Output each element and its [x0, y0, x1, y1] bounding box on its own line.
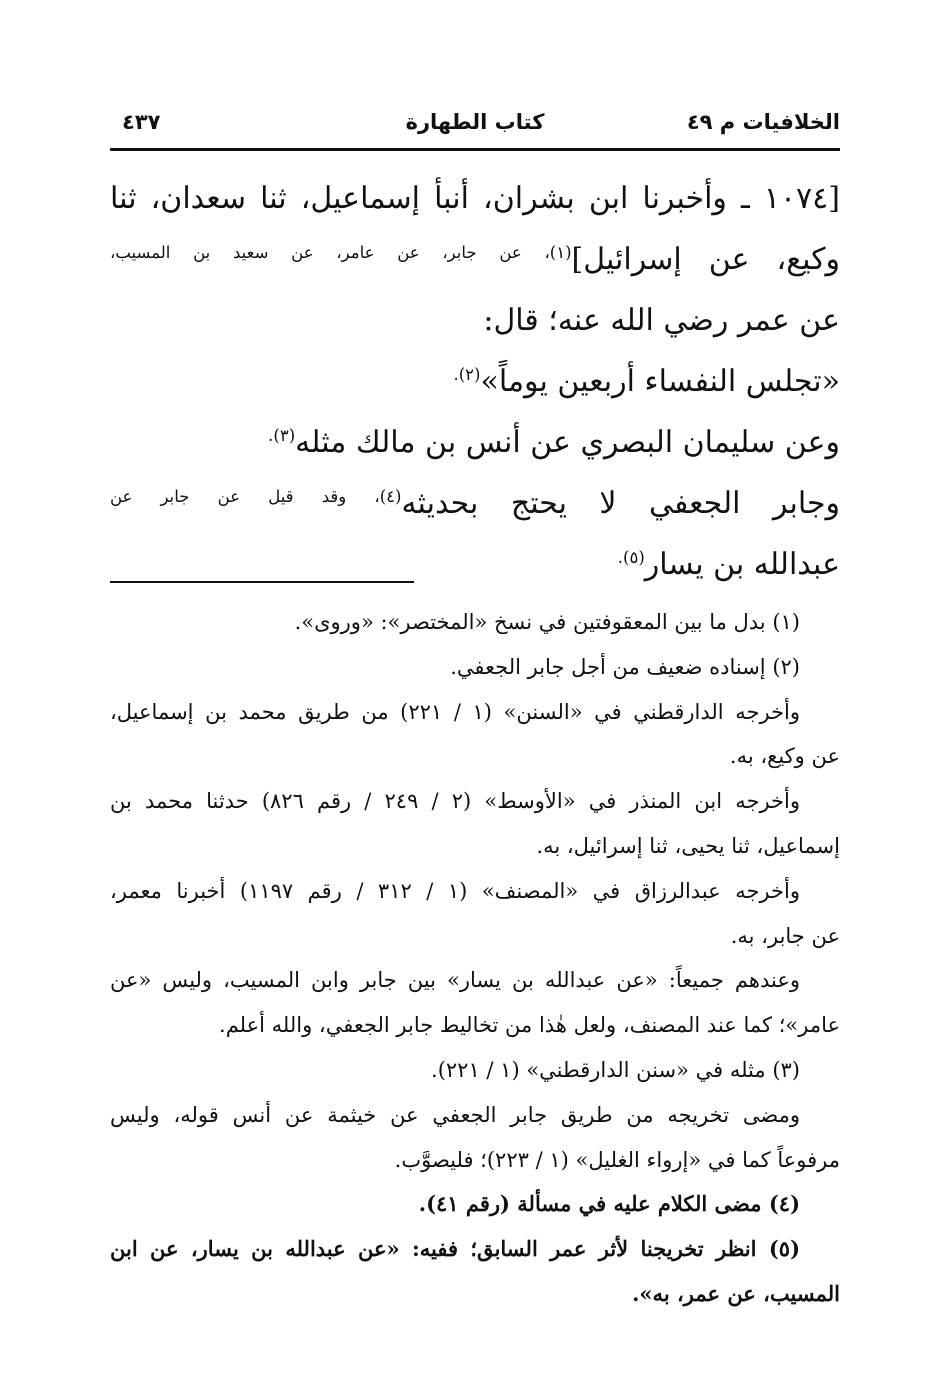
footnote-ref: (٢).: [453, 365, 481, 384]
footnote-line: (٤) مضى الكلام عليه في مسألة (رقم ٤١).: [418, 1191, 800, 1217]
footnote-line: عامر»؛ كما عند المصنف، ولعل هٰذا من تخاليط جابر الجعفي، والله أعلم.: [219, 1013, 840, 1038]
text-line: وكيع، عن إسرائيل]$^{(١)، عن جابر، عن عامر، عن سعيد بن المسيب،}$: [110, 242, 841, 277]
footnote-ref: (١)، عن جابر، عن عامر، عن سعيد بن المسيب،: [110, 243, 572, 262]
footnote-line: ومضى تخريجه من طريق جابر الجعفي عن خيثمة عن أنس قوله، وليس: [110, 1102, 800, 1127]
text-line: وعن سليمان البصري عن أنس بن مالك مثله$^{(٣).}$: [268, 425, 840, 460]
book-page: [110, 0, 840, 1391]
footnote-ref: (٥).: [617, 548, 645, 567]
footnotes: [110, 600, 840, 1317]
footnote-line: وأخرجه عبدالرزاق في «المصنف» (١ / ٣١٢ / رقم ١١٩٧) أخبرنا معمر،: [110, 878, 800, 903]
footnote-line: المسيب، عن عمر، به».: [632, 1280, 840, 1306]
page-header: [110, 110, 840, 150]
footnote-line: عن وكيع، به.: [729, 744, 840, 769]
footnote-line: وأخرجه الدارقطني في «السنن» (١ / ٢٢١) من طريق محمد بن إسماعيل،: [110, 699, 800, 724]
text-line: [١٠٧٤ ـ وأخبرنا ابن بشران، أنبأ إسماعيل، ثنا سعدان، ثنا: [110, 181, 840, 216]
footnote-line: إسماعيل، ثنا يحيى، ثنا إسرائيل، به.: [536, 833, 840, 858]
main-text: [110, 168, 840, 595]
section-label: الخلافيات م ٤٩: [686, 110, 840, 134]
footnote-ref: (٤)، وقد قيل عن جابر عن: [110, 487, 402, 506]
text-line: عن عمر رضي الله عنه؛ قال:: [483, 303, 840, 338]
book-title: كتاب الطهارة: [405, 110, 545, 134]
footnote-line: (٣) مثله في «سنن الدارقطني» (١ / ٢٢١).: [431, 1057, 800, 1082]
footnote-line: وعندهم جميعاً: «عن عبدالله بن يسار» بين جابر وابن المسيب، وليس «عن: [110, 968, 800, 993]
footnote-line: وأخرجه ابن المنذر في «الأوسط» (٢ / ٢٤٩ / رقم ٨٢٦) حدثنا محمد بن: [110, 789, 800, 814]
text-line: وجابر الجعفي لا يحتج بحديثه$^{(٤)، وقد قيل عن جابر عن}$: [110, 486, 840, 521]
footnote-line: (٢) إسناده ضعيف من أجل جابر الجعفي.: [450, 654, 800, 679]
footnote-line: (٥) انظر تخريجنا لأثر عمر السابق؛ ففيه: «عن عبدالله بن يسار، عن ابن: [110, 1236, 800, 1262]
page-number: ٤٣٧: [122, 110, 161, 134]
footnote-divider: [110, 581, 414, 583]
footnote-line: مرفوعاً كما في «إرواء الغليل» (١ / ٢٢٣)؛ فليصوَّب.: [394, 1147, 840, 1172]
footnote-line: عن جابر، به.: [730, 923, 840, 948]
footnote-line: (١) بدل ما بين المعقوفتين في نسخ «المختصر»: «وروى».: [294, 610, 800, 634]
text-line: عبدالله بن يسار$^{(٥).}$: [617, 547, 840, 582]
header-divider: [110, 148, 840, 151]
footnote-ref: (٣).: [268, 426, 296, 445]
text-line: «تجلس النفساء أربعين يوماً»$^{(٢).}$: [453, 364, 840, 399]
